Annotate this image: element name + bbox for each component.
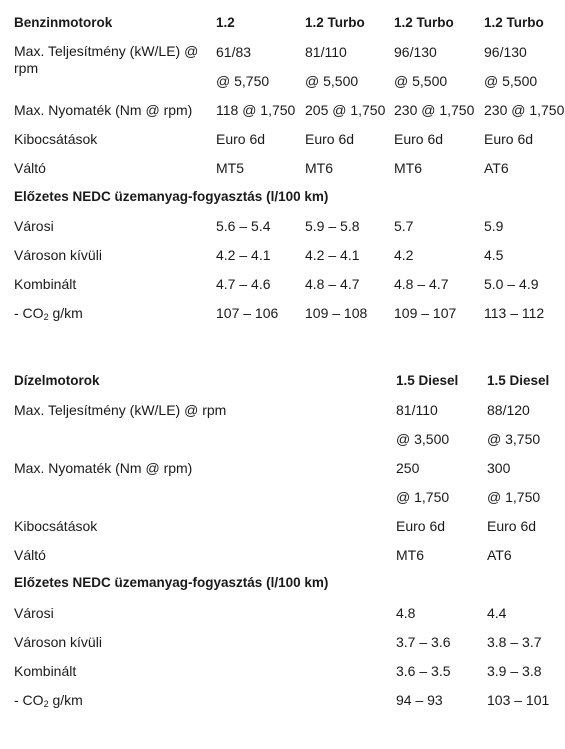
diesel-table-title: Dízelmotorok	[14, 373, 100, 388]
diesel-torque-rpm: @ 1,750	[487, 489, 541, 505]
diesel-combined-value: 3.9 – 3.8	[487, 663, 542, 679]
petrol-co2-row	[0, 300, 565, 329]
petrol-combined-label: Kombinált	[14, 276, 77, 292]
diesel-extra-urban-value: 3.8 – 3.7	[487, 634, 542, 650]
diesel-gearbox-row	[0, 542, 565, 571]
diesel-power-rpm: @ 3,500	[396, 431, 450, 447]
petrol-column-header: 1.2 Turbo	[305, 15, 365, 30]
petrol-emissions-value: Euro 6d	[394, 131, 444, 147]
petrol-extra-urban-label: Városon kívüli	[14, 247, 102, 263]
petrol-column-header: 1.2	[216, 15, 235, 30]
diesel-power-value: 81/110	[396, 402, 438, 418]
diesel-emissions-row	[0, 513, 565, 542]
petrol-emissions-value: Euro 6d	[484, 131, 534, 147]
petrol-emissions-value: Euro 6d	[305, 131, 355, 147]
petrol-power-rpm: @ 5,500	[484, 73, 538, 89]
diesel-torque-rpm: @ 1,750	[396, 489, 450, 505]
petrol-extra-urban-row	[0, 242, 565, 271]
petrol-power-value: 96/130	[394, 44, 437, 60]
petrol-co2-value: 113 – 112	[484, 305, 545, 321]
petrol-combined-value: 4.8 – 4.7	[305, 276, 360, 292]
diesel-power-label: Max. Teljesítmény (kW/LE) @ rpm	[14, 402, 227, 418]
diesel-column-header: 1.5 Diesel	[487, 373, 550, 388]
petrol-urban-value: 5.9	[484, 218, 504, 234]
diesel-gearbox-value: AT6	[487, 547, 512, 563]
petrol-power-rpm-row	[0, 68, 565, 97]
petrol-torque-label: Max. Nyomaték (Nm @ rpm)	[14, 102, 193, 118]
petrol-urban-value: 5.6 – 5.4	[216, 218, 271, 234]
petrol-co2-value: 109 – 107	[394, 305, 457, 321]
diesel-gearbox-value: MT6	[396, 547, 424, 563]
petrol-gearbox-row	[0, 155, 565, 184]
petrol-power-value: 96/130	[484, 44, 527, 60]
diesel-consumption-title: Előzetes NEDC üzemanyag-fogyasztás (l/100 km)	[14, 575, 329, 590]
diesel-urban-value: 4.4	[487, 605, 507, 621]
diesel-co2-row	[0, 687, 565, 716]
diesel-combined-label: Kombinált	[14, 663, 77, 679]
petrol-power-label: Max. Teljesítmény (kW/LE) @ rpm	[14, 43, 199, 76]
petrol-power-value: 61/83	[216, 44, 252, 60]
diesel-urban-value: 4.8	[396, 605, 416, 621]
co2-label-subscript: 2	[43, 312, 49, 322]
petrol-combined-row	[0, 271, 565, 300]
petrol-power-value: 81/110	[305, 44, 347, 60]
petrol-gearbox-label: Váltó	[14, 160, 46, 176]
petrol-power-row	[0, 39, 565, 76]
diesel-emissions-value: Euro 6d	[396, 518, 446, 534]
co2-label-subscript: 2	[43, 699, 49, 709]
petrol-header-row	[0, 10, 565, 39]
petrol-power-rpm: @ 5,500	[305, 73, 359, 89]
petrol-co2-value: 107 – 106	[216, 305, 279, 321]
petrol-co2-value: 109 – 108	[305, 305, 368, 321]
diesel-column-header: 1.5 Diesel	[396, 373, 459, 388]
petrol-emissions-label: Kibocsátások	[14, 131, 98, 147]
diesel-torque-row	[0, 455, 565, 484]
petrol-torque-value: 118 @ 1,750	[216, 102, 296, 118]
petrol-column-header: 1.2 Turbo	[394, 15, 454, 30]
petrol-combined-value: 5.0 – 4.9	[484, 276, 539, 292]
petrol-emissions-row	[0, 126, 565, 155]
petrol-extra-urban-value: 4.2 – 4.1	[216, 247, 271, 263]
petrol-extra-urban-value: 4.5	[484, 247, 504, 263]
diesel-co2-value: 103 – 101	[487, 692, 550, 708]
petrol-gearbox-value: MT6	[305, 160, 333, 176]
diesel-torque-label: Max. Nyomaték (Nm @ rpm)	[14, 460, 193, 476]
diesel-extra-urban-value: 3.7 – 3.6	[396, 634, 451, 650]
petrol-extra-urban-value: 4.2	[394, 247, 414, 263]
diesel-gearbox-label: Váltó	[14, 547, 46, 563]
petrol-gearbox-value: AT6	[484, 160, 509, 176]
diesel-torque-rpm-row	[0, 484, 565, 513]
petrol-co2-label	[14, 304, 83, 322]
petrol-combined-value: 4.8 – 4.7	[394, 276, 449, 292]
petrol-urban-label: Városi	[14, 218, 54, 234]
diesel-power-value: 88/120	[487, 402, 530, 418]
petrol-torque-value: 230 @ 1,750	[484, 102, 565, 118]
co2-label-prefix: - CO	[14, 305, 44, 321]
diesel-emissions-label: Kibocsátások	[14, 518, 98, 534]
petrol-urban-row	[0, 213, 565, 242]
diesel-co2-value: 94 – 93	[396, 692, 443, 708]
petrol-emissions-value: Euro 6d	[216, 131, 266, 147]
diesel-urban-label: Városi	[14, 605, 54, 621]
diesel-combined-value: 3.6 – 3.5	[396, 663, 451, 679]
diesel-power-row	[0, 397, 565, 426]
petrol-gearbox-value: MT6	[394, 160, 422, 176]
petrol-torque-value: 205 @ 1,750	[305, 102, 386, 118]
co2-label-suffix: g/km	[48, 305, 83, 321]
petrol-torque-row	[0, 97, 565, 126]
diesel-co2-label	[14, 691, 83, 709]
diesel-power-rpm: @ 3,750	[487, 431, 541, 447]
diesel-torque-value: 250	[396, 460, 420, 476]
diesel-power-rpm-row	[0, 426, 565, 455]
petrol-gearbox-value: MT5	[216, 160, 244, 176]
petrol-extra-urban-value: 4.2 – 4.1	[305, 247, 360, 263]
diesel-urban-row	[0, 600, 565, 629]
petrol-urban-value: 5.7	[394, 218, 414, 234]
diesel-torque-value: 300	[487, 460, 511, 476]
petrol-column-header: 1.2 Turbo	[484, 15, 544, 30]
diesel-extra-urban-label: Városon kívüli	[14, 634, 102, 650]
petrol-table-title: Benzinmotorok	[14, 15, 113, 30]
diesel-combined-row	[0, 658, 565, 687]
petrol-power-rpm: @ 5,750	[216, 73, 270, 89]
co2-label-suffix: g/km	[48, 692, 83, 708]
petrol-power-rpm: @ 5,500	[394, 73, 448, 89]
petrol-consumption-title: Előzetes NEDC üzemanyag-fogyasztás (l/100 km)	[14, 189, 329, 204]
diesel-extra-urban-row	[0, 629, 565, 658]
petrol-combined-value: 4.7 – 4.6	[216, 276, 271, 292]
diesel-emissions-value: Euro 6d	[487, 518, 537, 534]
petrol-urban-value: 5.9 – 5.8	[305, 218, 360, 234]
diesel-header-row	[0, 368, 565, 397]
co2-label-prefix: - CO	[14, 692, 44, 708]
petrol-torque-value: 230 @ 1,750	[394, 102, 475, 118]
